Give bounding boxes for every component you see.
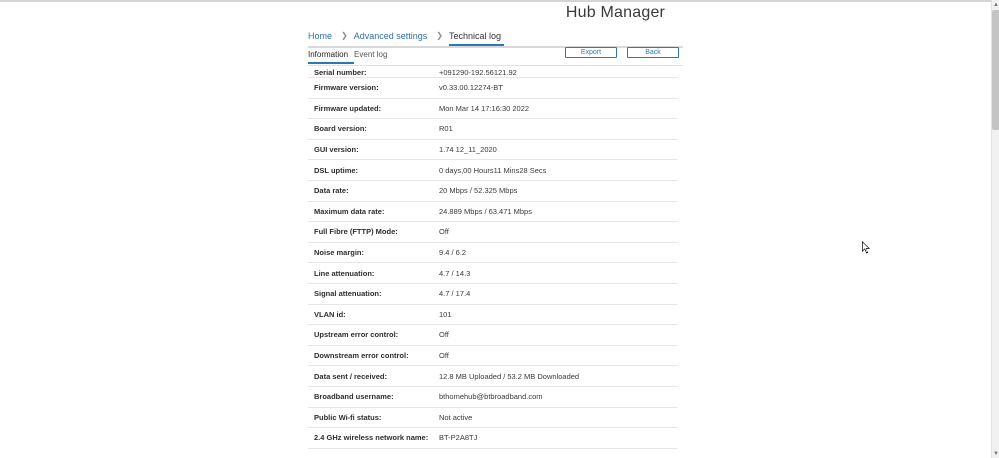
row-value: 1.74 12_11_2020 [439, 145, 497, 155]
information-table [308, 68, 678, 449]
page-title: Hub Manager [565, 4, 666, 21]
scroll-up-icon[interactable]: ▲ [993, 1, 999, 8]
tab-event-log[interactable]: Event log [354, 50, 388, 59]
row-key: Public Wi-fi status: [314, 412, 382, 422]
table-row [308, 263, 678, 284]
row-value: Mon Mar 14 17:16:30 2022 [439, 103, 530, 113]
row-value: R01 [439, 124, 453, 134]
row-key: DSL uptime: [314, 165, 359, 175]
row-key: Line attenuation: [314, 268, 375, 278]
table-row [308, 284, 678, 305]
table-row [308, 428, 678, 449]
row-key: Data rate: [314, 186, 349, 196]
breadcrumb [308, 26, 683, 48]
mouse-cursor-icon [862, 241, 871, 254]
row-value: +091290-192.56121.92 [439, 68, 517, 77]
row-key: Full Fibre (FTTP) Mode: [314, 227, 398, 237]
row-key: VLAN id: [314, 309, 346, 319]
table-row [308, 202, 678, 223]
table-row [308, 181, 678, 202]
row-key: Board version: [314, 124, 367, 134]
table-row [308, 160, 678, 181]
row-key: Maximum data rate: [314, 206, 385, 216]
page-header [0, 4, 991, 22]
table-row [308, 119, 678, 140]
export-button[interactable]: Export [565, 47, 617, 58]
action-buttons [565, 47, 679, 58]
row-key: Data sent / received: [314, 371, 387, 381]
vertical-scrollbar[interactable] [991, 0, 999, 458]
table-row [308, 99, 678, 120]
table-row [308, 346, 678, 367]
row-key: Signal attenuation: [314, 289, 382, 299]
row-key: Broadband username: [314, 392, 394, 402]
row-key: Noise margin: [314, 248, 365, 258]
row-value: 0 days,00 Hours11 Mins28 Secs [439, 165, 547, 175]
table-row [308, 222, 678, 243]
row-value: 20 Mbps / 52.325 Mbps [439, 186, 518, 196]
row-value: 101 [439, 309, 452, 319]
row-value: 4.7 / 14.3 [439, 268, 471, 278]
technical-log-panel [308, 26, 683, 458]
top-divider [0, 0, 991, 2]
table-row [308, 78, 678, 99]
table-row [308, 140, 678, 161]
row-value: 24.889 Mbps / 63.471 Mbps [439, 206, 532, 216]
row-value: 12.8 MB Uploaded / 53.2 MB Downloaded [439, 371, 580, 381]
row-key: GUI version: [314, 145, 359, 155]
scrollbar-thumb[interactable] [992, 10, 999, 130]
row-value: 9.4 / 6.2 [439, 248, 467, 258]
table-row [308, 68, 678, 78]
table-row [308, 325, 678, 346]
scroll-down-icon[interactable]: ▼ [993, 450, 999, 457]
row-value: v0.33.00.12274-BT [439, 83, 503, 93]
chevron-right-icon: ❯ [341, 31, 348, 40]
row-key: 2.4 GHz wireless network name: [314, 433, 429, 443]
breadcrumb-item-advanced-settings[interactable]: Advanced settings [353, 31, 428, 41]
table-row [308, 305, 678, 326]
breadcrumb-item-technical-log[interactable]: Technical log [449, 31, 504, 46]
row-value: Not active [439, 412, 473, 422]
row-key: Firmware version: [314, 83, 379, 93]
table-row [308, 366, 678, 387]
row-value: Off [439, 351, 449, 361]
row-key: Serial number: [314, 68, 367, 77]
tab-bar [308, 48, 683, 66]
back-button[interactable]: Back [627, 47, 679, 58]
table-row [308, 408, 678, 429]
row-value: bthomehub@btbroadband.com [439, 392, 543, 402]
row-value: Off [439, 227, 449, 237]
row-value: BT-P2A8TJ [439, 433, 478, 443]
chevron-right-icon: ❯ [436, 31, 443, 40]
tab-information[interactable]: Information [308, 48, 354, 64]
row-value: Off [439, 330, 449, 340]
row-key: Firmware updated: [314, 103, 382, 113]
breadcrumb-item-home[interactable]: Home [308, 31, 333, 41]
table-row [308, 387, 678, 408]
row-key: Upstream error control: [314, 330, 399, 340]
row-key: Downstream error control: [314, 351, 409, 361]
row-value: 4.7 / 17.4 [439, 289, 471, 299]
table-row [308, 243, 678, 264]
